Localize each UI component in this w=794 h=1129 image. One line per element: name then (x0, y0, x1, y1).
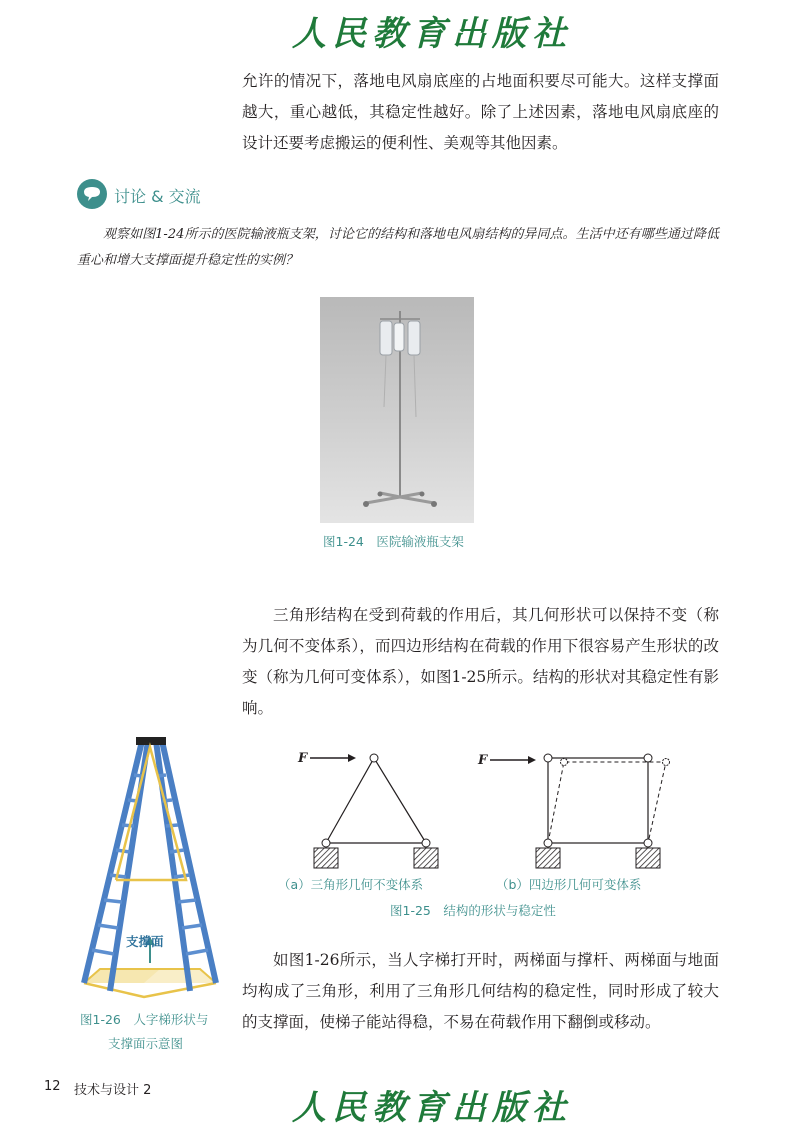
force-label-b: F (478, 753, 488, 768)
support-surface-label: 支撑面 (126, 934, 164, 949)
paragraph-intro (242, 66, 719, 159)
ladder-figure (78, 735, 222, 1005)
discussion-title: 讨论 & 交流 (114, 187, 201, 206)
figure-1-24-caption: 图1-24 医院输液瓶支架 (323, 534, 464, 549)
speech-bubble-icon (76, 178, 108, 210)
figure-1-26-caption-line1: 图1-26 人字梯形状与 (80, 1012, 209, 1027)
figure-1-26-caption-line2: 支撑面示意图 (108, 1036, 184, 1051)
book-title: 技术与设计 2 (74, 1083, 152, 1098)
publisher-logo-top: 人民教育出版社 (292, 14, 572, 54)
figure-1-25-caption: 图1-25 结构的形状与稳定性 (390, 903, 556, 918)
paragraph-ladder-text: 如图1-26所示，当人字梯打开时，两梯面与撑杆、两梯面与地面均构成了三角形，利用了三角形几何结构的稳定性，同时形成了较大的支撑面，使梯子能站得稳，不易在荷载作用下翻倒或移动。 (242, 951, 719, 1031)
quadrilateral-structure-diagram (474, 744, 674, 874)
figure-1-25a (292, 744, 448, 874)
page-number: 12 (44, 1079, 61, 1094)
iv-stand-photo (320, 297, 474, 523)
discussion-text: 观察如图1-24所示的医院输液瓶支架，讨论它的结构和落地电风扇结构的异同点。生活中还有哪些通过降低重心和增大支撑面提升稳定性的实例？ (77, 227, 719, 268)
paragraph-triangle-text: 三角形结构在受到荷载的作用后，其几何形状可以保持不变（称为几何不变体系），而四边形结构在荷载的作用下很容易产生形状的改变（称为几何可变体系），如图1-25所示。结构的形状对其稳定性有影响。 (242, 606, 719, 717)
triangle-structure-diagram (292, 744, 448, 874)
paragraph-intro-text: 允许的情况下，落地电风扇底座的占地面积要尽可能大。这样支撑面越大，重心越低，其稳定性越好。除了上述因素，落地电风扇底座的设计还要考虑搬运的便利性、美观等其他因素。 (242, 72, 719, 152)
paragraph-ladder (242, 945, 719, 1038)
force-label-a: F (298, 751, 308, 766)
figure-1-25a-caption: （a）三角形几何不变体系 (278, 877, 424, 892)
iv-stand-illustration (320, 297, 474, 523)
figure-1-25b (474, 744, 674, 874)
publisher-logo-bottom: 人民教育出版社 (292, 1088, 572, 1128)
ladder-illustration (78, 735, 222, 1005)
figure-1-25b-caption: （b）四边形几何可变体系 (496, 877, 642, 892)
paragraph-triangle (242, 600, 719, 724)
